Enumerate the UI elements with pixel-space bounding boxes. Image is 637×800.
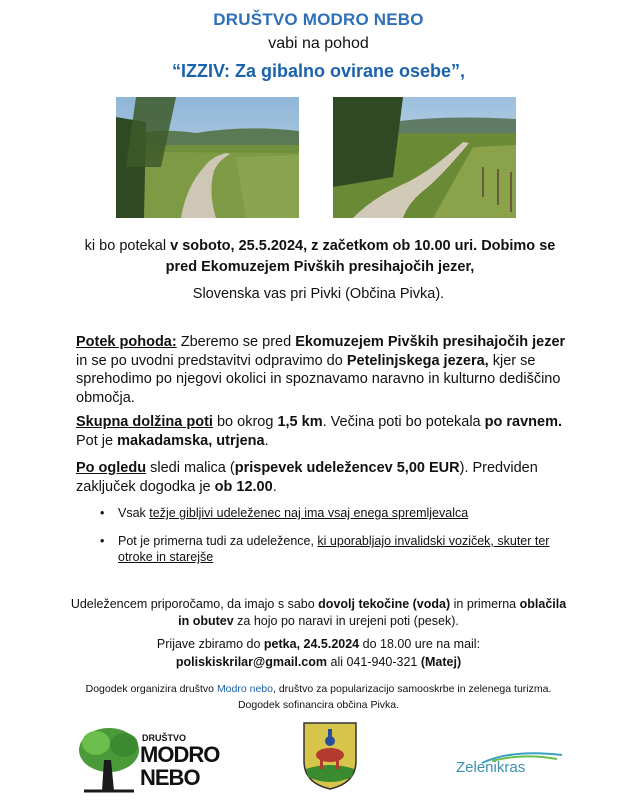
route-bold-1: Ekomuzejem Pivških presihajočih jezer <box>295 334 566 350</box>
route-text-1: Zberemo se pred <box>176 334 296 350</box>
organizer-line <box>0 681 637 697</box>
logo-text-nebo: NEBO <box>140 765 200 790</box>
zelenikras-text: Zelenikras <box>456 759 526 776</box>
signup-text-1: Prijave zbiramo do <box>156 637 264 651</box>
bullet-text: Vsak <box>118 506 150 520</box>
org-title: DRUŠTVO MODRO NEBO <box>213 10 424 29</box>
route-label: Potek pohoda: <box>76 334 177 350</box>
advice-bold-2: oblačila in obutev <box>178 597 567 628</box>
signup-text-2: do 18.00 ure na mail: <box>359 637 481 651</box>
pivka-coat-of-arms <box>302 721 358 791</box>
route-text-2: in se po uvodni predstavitvi odpravimo do <box>76 352 347 369</box>
bullet-icon: • <box>100 534 105 548</box>
length-bold-3: makadamska, utrjena <box>117 432 265 449</box>
route-text-3: kjer se sprehodimo po njegovi okolici in spoznavamo naravno in kulturno dediščino območja. <box>76 352 561 406</box>
after-bold-2: ob 12.00 <box>214 478 273 495</box>
length-label: Skupna dolžina poti <box>76 414 213 430</box>
event-title: “IZZIV: Za gibalno ovirane osebe”, <box>171 61 466 81</box>
advice-text-2: in primerna <box>450 597 520 611</box>
after-paragraph <box>76 459 576 496</box>
advice-paragraph <box>70 596 567 630</box>
advice-text-3: za hojo po naravi in urejeni poti (pesek). <box>233 614 459 628</box>
trail-photo-right <box>333 97 516 218</box>
bullet-list <box>96 505 576 565</box>
route-paragraph <box>76 333 576 407</box>
length-text-3: Pot je <box>76 432 118 449</box>
signup-contact: (Matej) <box>420 655 462 669</box>
intro-plain: ki bo potekal <box>84 238 171 254</box>
modro-nebo-logo <box>74 725 220 795</box>
logo-small-text: DRUŠTVO <box>142 733 187 743</box>
invite-line: vabi na pohod <box>268 35 369 52</box>
organizer-link[interactable]: Modro nebo <box>216 683 273 695</box>
intro-bold: v soboto, 25.5.2024, z začetkom ob 10.00 uri. Dobimo se pred Ekomuzejem Pivških presihajočih jezer, <box>165 238 556 275</box>
zelenikras-logo <box>452 745 567 785</box>
bullet-underlined: ki uporabljajo invalidski voziček, skuter ter otroke in starejše <box>118 534 550 564</box>
list-item <box>96 533 578 565</box>
length-paragraph <box>76 413 576 450</box>
route-bold-2: Petelinjskega jezera, <box>346 352 489 369</box>
advice-text-1: Udeležencem priporočamo, da imajo s sabo <box>70 597 319 611</box>
signup-phone: ali 041-940-321 <box>327 655 421 669</box>
length-text-4: . <box>264 432 269 449</box>
place-line: Slovenska vas pri Pivki (Občina Pivka). <box>192 286 445 302</box>
length-text-1: bo okrog <box>212 414 278 430</box>
advice-bold-1: dovolj tekočine (voda) <box>318 597 451 611</box>
signup-bold-1: petka, 24.5.2024 <box>263 637 360 651</box>
length-bold-1: 1,5 km <box>277 414 323 430</box>
signup-line-2 <box>0 654 637 671</box>
after-bold-1: prispevek udeležencev 5,00 EUR <box>234 460 460 476</box>
length-text-2: . Večina poti bo potekala <box>322 414 485 430</box>
signup-line-1 <box>0 636 637 653</box>
after-text-1: sledi malica ( <box>146 460 235 476</box>
intro-text <box>80 236 560 278</box>
signup-email[interactable]: poliskiskrilar@gmail.com <box>175 655 328 669</box>
organizer-text-2: , društvo za popularizacijo samooskrbe in zelenega turizma. <box>272 683 552 695</box>
trail-photo-left <box>116 97 299 218</box>
bullet-underlined: težje gibljivi udeleženec naj ima vsaj enega spremljevalca <box>149 506 469 520</box>
cofinance-line: Dogodek sofinancira občina Pivka. <box>237 699 400 711</box>
after-text-2: ). Predviden zaključek dogodka je <box>76 460 538 495</box>
logo-text-modro: MODRO <box>140 742 220 767</box>
length-bold-2: po ravnem. <box>484 414 563 430</box>
bullet-text: Pot je primerna tudi za udeležence, <box>118 534 318 548</box>
bullet-icon: • <box>100 506 105 520</box>
after-label: Po ogledu <box>76 460 147 476</box>
organizer-text-1: Dogodek organizira društvo <box>85 683 217 695</box>
after-text-3: . <box>272 478 277 495</box>
list-item <box>96 505 576 521</box>
